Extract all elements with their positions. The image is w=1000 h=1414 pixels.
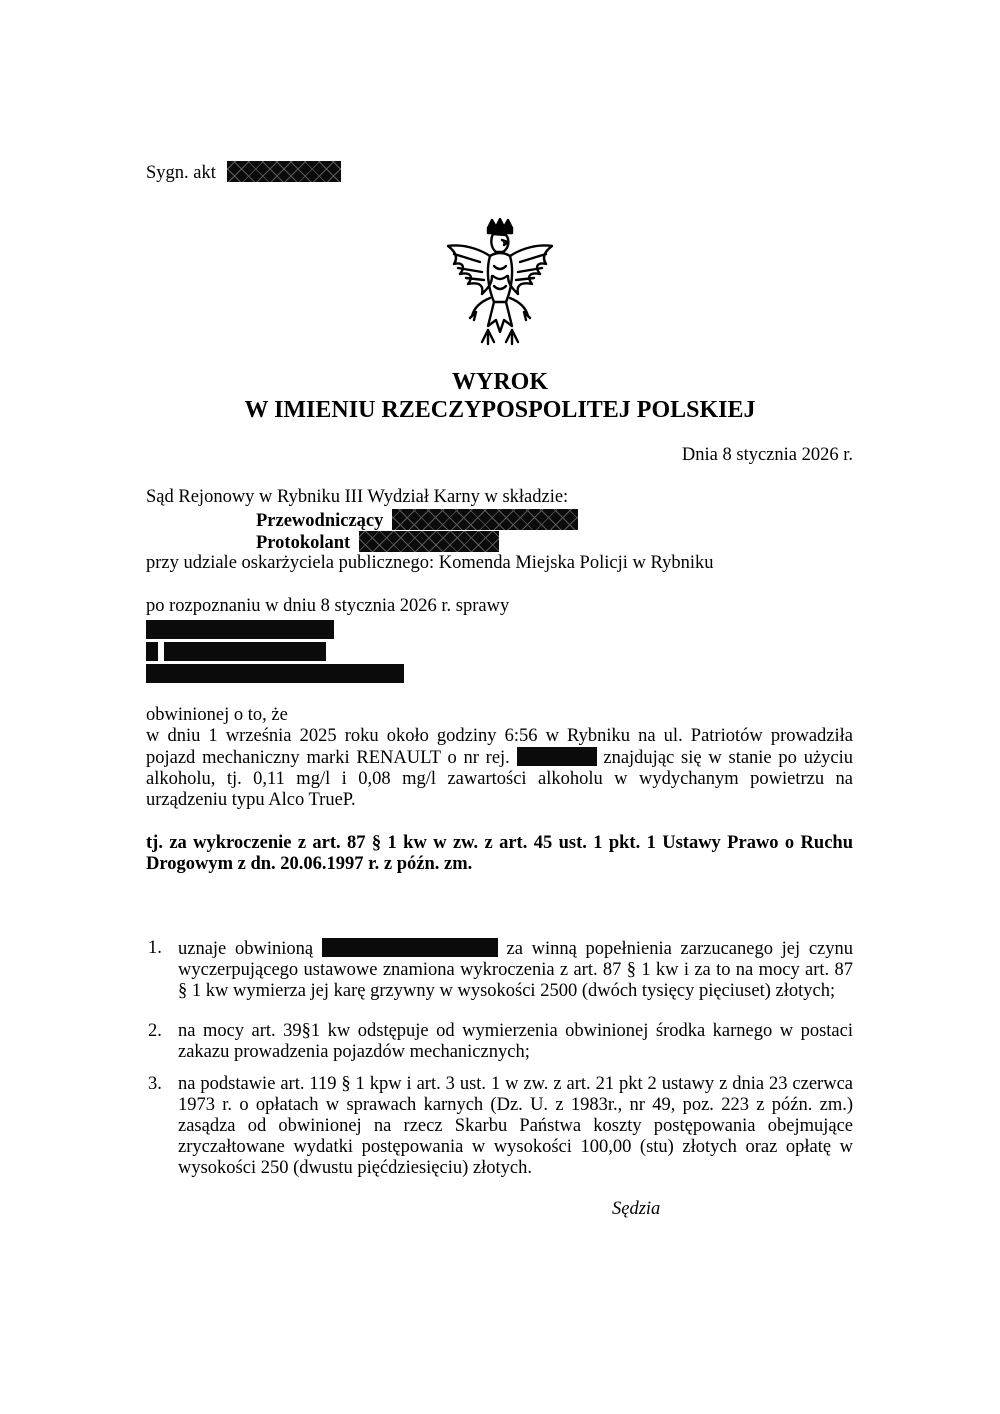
ruling-number-2: 2. [148,1021,162,1041]
redacted-defendant-name [146,620,334,639]
redacted-birth-details [146,664,404,683]
case-signature-label: Sygn. akt [146,163,216,183]
redacted-parent-prefix [146,642,158,661]
ruling-3: na podstawie art. 119 § 1 kpw i art. 3 ust. 1 w zw. z art. 21 pkt 2 ustawy z dnia 23 czerwca 1973 r. o opłatach w sprawach karnych (Dz. U. z 1983r., nr 49, poz. 223 z późn. zm.) zasądza od obwinionej na rzecz Skarbu Państwa koszty postępowania obejmujące zryczałtowane wydatki postępowania w wysokości 100,00 (stu) złotych oraz opłatę w wysokości 250 (dwustu pięćdziesięciu) złotych. [178,1074,853,1178]
charge-description [146,726,853,811]
judgment-title: WYROK [452,369,548,395]
ruling-2: na mocy art. 39§1 kw odstępuje od wymierzenia obwinionej środka karnego w postaci zakazu prowadzenia pojazdów mechanicznych; [178,1021,853,1062]
prosecutor-line: przy udziale oskarżyciela publicznego: Komenda Miejska Policji w Rybniku [146,553,714,573]
case-signature-line [146,161,341,184]
ruling-1-text-after: za winną popełnienia zarzucanego jej czynu wyczerpującego ustawowe znamiona wykroczenia z art. 87 § 1 kw i za to na mocy art. 87 § 1 kw wymierza jej karę grzywny w wysokości 2500 (dwóch tysięcy pięciuset) złotych; [178,939,854,1001]
ruling-1-text-before: uznaje obwinioną [178,939,314,959]
clerk-label: Protokolant [256,533,351,553]
redacted-parents-names [164,642,326,661]
polish-eagle-emblem [430,218,570,358]
legal-basis: tj. za wykroczenie z art. 87 § 1 kw w zw. z art. 45 ust. 1 pkt. 1 Ustawy Prawo o Ruchu Drogowym z dn. 20.06.1997 r. z późn. zm. [146,833,853,874]
charge-intro: obwinionej o to, że [146,705,288,725]
ruling-1 [178,938,853,1002]
judgment-subtitle: W IMIENIU RZECZYPOSPOLITEJ POLSKIEJ [244,397,756,423]
chair-label: Przewodniczący [256,511,384,531]
hearing-line: po rozpoznaniu w dniu 8 stycznia 2026 r. sprawy [146,596,510,616]
redacted-case-number [227,161,341,182]
ruling-number-1: 1. [148,938,162,958]
redacted-clerk-name [359,531,499,552]
ruling-number-3: 3. [148,1074,162,1094]
redacted-chair-name [392,509,578,530]
chair-line [256,509,578,532]
judge-signature: Sędzia [612,1199,661,1219]
clerk-line [256,531,499,554]
charge-text-after-plate: znajdując się w stanie po użyciu alkoholu, tj. 0,11 mg/l i 0,08 mg/l zawartości alkoholu w wydychanym powietrzu na urządzeniu typu Alco TrueP. [146,748,854,810]
redacted-defendant-name-ruling [322,938,498,957]
court-composition: Sąd Rejonowy w Rybniku III Wydział Karny w składzie: [146,487,569,507]
redacted-registration-plate [517,747,597,766]
judgment-date: Dnia 8 stycznia 2026 r. [681,445,853,465]
charge-text-before-plate: w dniu 1 września 2025 roku około godziny 6:56 w Rybniku na ul. Patriotów prowadziła pojazd mechaniczny marki RENAULT o nr rej. [146,726,853,768]
